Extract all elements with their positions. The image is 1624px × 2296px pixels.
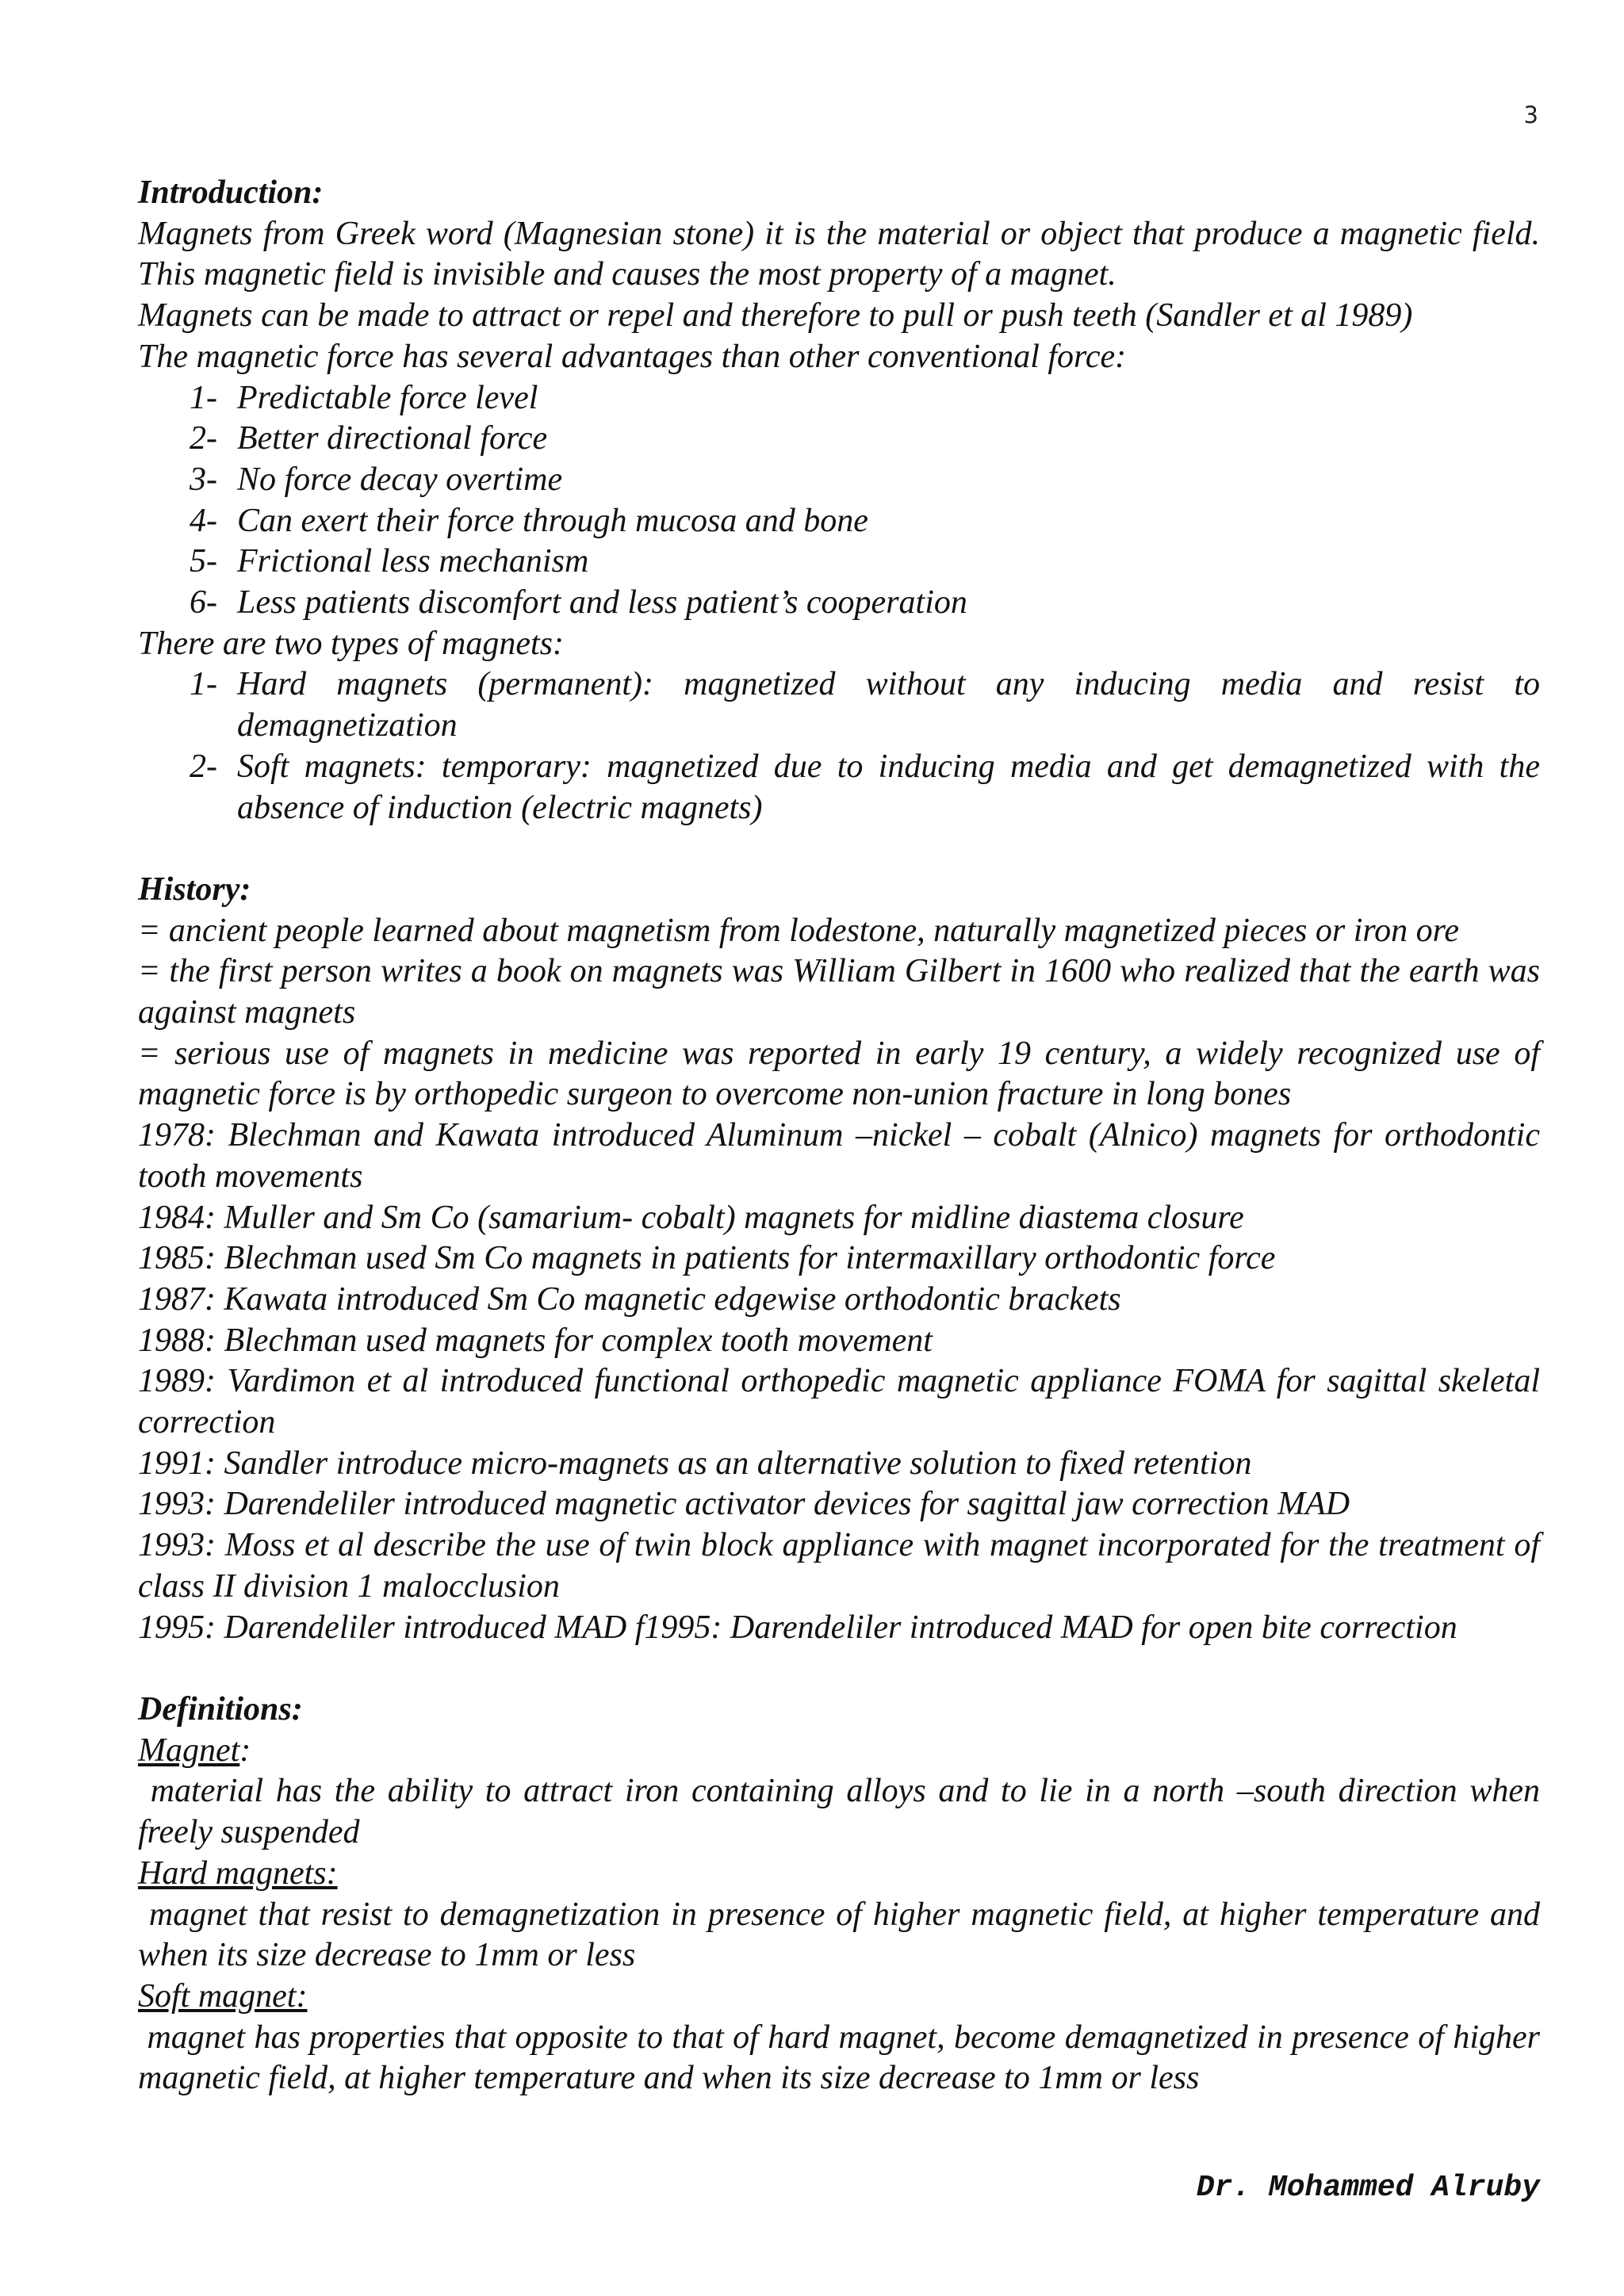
section-spacer bbox=[138, 1648, 1540, 1689]
history-item: 1985: Blechman used Sm Co magnets in patients for intermaxillary orthodontic force bbox=[138, 1240, 1276, 1277]
history-item: 1987: Kawata introduced Sm Co magnetic edgewise orthodontic brackets bbox=[138, 1280, 1121, 1318]
list-item-number: 1- bbox=[190, 666, 217, 703]
hard-magnets-term: Hard magnets: bbox=[138, 1854, 338, 1892]
author-signature: Dr. Mohammed Alruby bbox=[1196, 2171, 1540, 2205]
list-item bbox=[138, 583, 1540, 624]
history-heading: History: bbox=[138, 871, 251, 908]
list-item-number: 1- bbox=[190, 379, 217, 416]
list-item-number: 6- bbox=[190, 584, 217, 622]
history-item: 1991: Sandler introduce micro-magnets as an alternative solution to fixed retention bbox=[138, 1445, 1252, 1482]
list-item-number: 3- bbox=[190, 461, 217, 498]
page-body bbox=[138, 173, 1549, 2099]
list-item bbox=[138, 460, 1540, 501]
list-item bbox=[138, 541, 1540, 583]
list-item-text: Frictional less mechanism bbox=[237, 543, 589, 580]
list-item-text: Predictable force level bbox=[237, 379, 538, 416]
list-item-text: Better directional force bbox=[237, 420, 548, 457]
history-item: 1988: Blechman used magnets for complex tooth movement bbox=[138, 1322, 933, 1359]
history-item: 1993: Darendeliler introduced magnetic activator devices for sagittal jaw correction MAD bbox=[138, 1486, 1350, 1523]
hard-magnets-term-line bbox=[138, 1854, 1540, 1895]
soft-magnet-term: Soft magnet: bbox=[138, 1977, 308, 2015]
list-item-number: 4- bbox=[190, 502, 217, 539]
list-item-text: Can exert their force through mucosa and bone bbox=[237, 502, 868, 539]
list-item bbox=[138, 747, 1540, 828]
history-item: = the first person writes a book on magnets was William Gilbert in 1600 who realized that the earth was against magnets bbox=[138, 953, 1540, 1031]
history-item: = serious use of magnets in medicine was reported in early 19 century, a widely recognized use of magnetic force is by orthopedic surgeon to overcome non-union fracture in long bones bbox=[138, 1035, 1540, 1113]
history-item: 1993: Moss et al describe the use of twin block appliance with magnet incorporated for the treatment of class II division 1 malocclusion bbox=[138, 1527, 1540, 1605]
definitions-heading: Definitions: bbox=[138, 1690, 303, 1728]
magnet-term: Magnet bbox=[138, 1732, 240, 1769]
magnet-definition: material has the ability to attract iron containing alloys and to lie in a north –south direction when freely suspended bbox=[138, 1773, 1549, 1851]
section-spacer bbox=[138, 828, 1540, 870]
history-item: 1978: Blechman and Kawata introduced Aluminum –nickel – cobalt (Alnico) magnets for orthodontic tooth movements bbox=[138, 1117, 1540, 1195]
hard-magnets-definition: magnet that resist to demagnetization in presence of higher magnetic field, at higher temperature and when its size decrease to 1mm or less bbox=[138, 1896, 1549, 1974]
history-item: 1989: Vardimon et al introduced functional orthopedic magnetic appliance FOMA for sagittal skeletal correction bbox=[138, 1363, 1540, 1441]
history-item: = ancient people learned about magnetism from lodestone, naturally magnetized pieces or iron ore bbox=[138, 912, 1460, 949]
intro-paragraph-4: There are two types of magnets: bbox=[138, 625, 564, 662]
list-item-text: Less patients discomfort and less patient’s cooperation bbox=[237, 584, 967, 622]
list-item-number: 2- bbox=[190, 420, 217, 457]
history-item: 1984: Muller and Sm Co (samarium- cobalt) magnets for midline diastema closure bbox=[138, 1199, 1244, 1236]
intro-paragraph-2: Magnets can be made to attract or repel and therefore to pull or push teeth (Sandler et al 1989) bbox=[138, 297, 1413, 335]
page-number: 3 bbox=[1523, 101, 1538, 128]
list-item-text: Hard magnets (permanent): magnetized without any inducing media and resist to demagnetization bbox=[237, 666, 1540, 744]
list-item-number: 2- bbox=[190, 748, 217, 785]
history-item: 1995: Darendeliler introduced MAD f1995: Darendeliler introduced MAD for open bite correction bbox=[138, 1609, 1457, 1646]
list-item bbox=[138, 378, 1540, 419]
magnet-term-colon: : bbox=[239, 1732, 251, 1769]
intro-paragraph-1: Magnets from Greek word (Magnesian stone) it is the material or object that produce a magnetic field. This magnetic field is invisible and causes the most property of a magnet. bbox=[138, 215, 1540, 293]
magnet-types-list bbox=[138, 664, 1540, 828]
list-item-number: 5- bbox=[190, 543, 217, 580]
magnet-term-line bbox=[138, 1731, 1540, 1772]
advantages-list bbox=[138, 378, 1540, 624]
list-item bbox=[138, 419, 1540, 460]
list-item-text: No force decay overtime bbox=[237, 461, 563, 498]
soft-magnet-term-line bbox=[138, 1976, 1540, 2018]
list-item-text: Soft magnets: temporary: magnetized due to inducing media and get demagnetized with the absence of induction (electric magnets) bbox=[237, 748, 1540, 826]
list-item bbox=[138, 664, 1540, 746]
list-item bbox=[138, 501, 1540, 542]
introduction-heading: Introduction: bbox=[138, 174, 324, 211]
soft-magnet-definition: magnet has properties that opposite to that of hard magnet, become demagnetized in presence of higher magnetic field, at higher temperature and when its size decrease to 1mm or less bbox=[138, 2019, 1549, 2097]
intro-paragraph-3: The magnetic force has several advantages than other conventional force: bbox=[138, 338, 1127, 375]
